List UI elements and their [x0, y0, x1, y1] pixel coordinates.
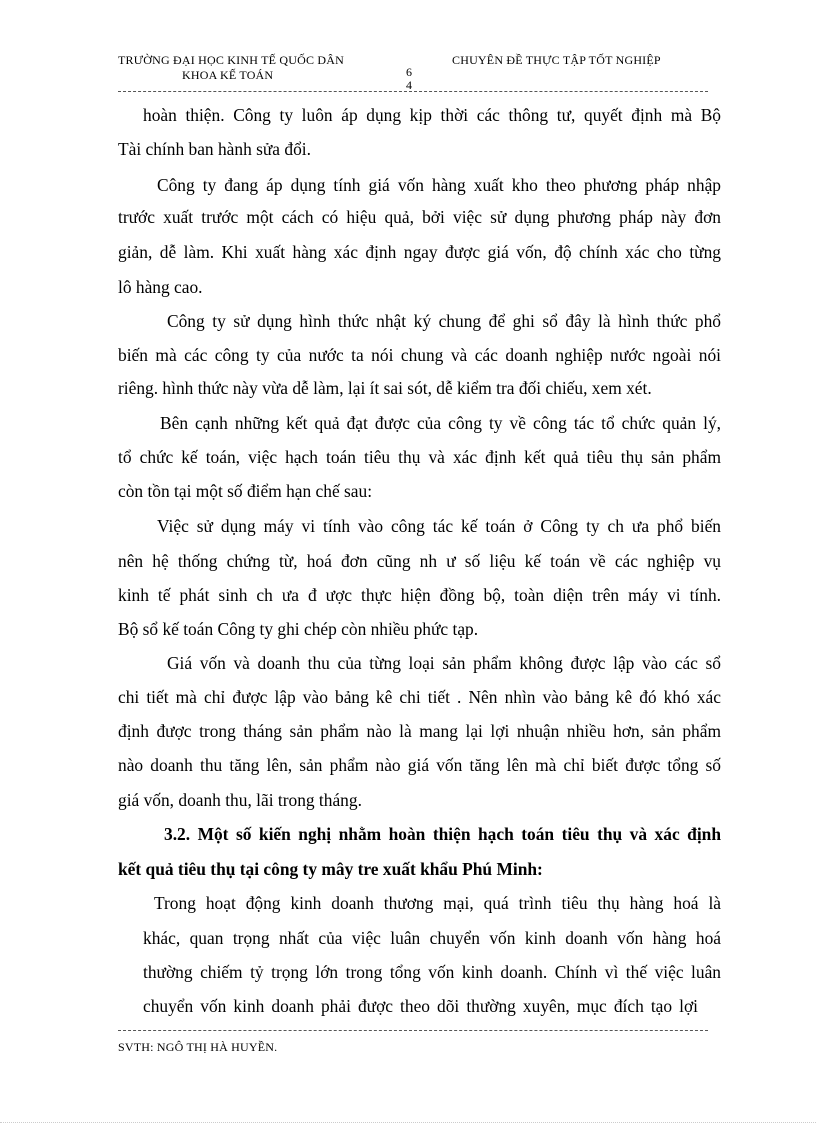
text-line: nào doanh thu tăng lên, sản phẩm nào giá vốn tăng lên mà chỉ biết được tổng số: [118, 755, 721, 775]
header-page-number: 6 4: [406, 65, 413, 92]
text-line: còn tồn tại một số điểm hạn chế sau:: [118, 481, 373, 501]
section-heading-line: 3.2. Một số kiến nghị nhằm hoàn thiện hạch toán tiêu thụ và xác định: [164, 824, 721, 844]
text-line: biến mà các công ty của nước ta nói chung và các doanh nghiệp nước ngoài nói: [118, 345, 721, 365]
text-line: giản, dễ làm. Khi xuất hàng xác định ngay được giá vốn, độ chính xác cho từng: [118, 242, 721, 262]
text-line: khác, quan trọng nhất của việc luân chuyển vốn kinh doanh vốn hàng hoá: [143, 928, 721, 948]
text-line: tổ chức kế toán, việc hạch toán tiêu thụ và xác định kết quả tiêu thụ sản phẩm: [118, 447, 721, 467]
text-line: chuyển vốn kinh doanh phải được theo dõi thường xuyên, mục đích tạo lợi: [143, 996, 698, 1016]
text-line: Việc sử dụng máy vi tính vào công tác kế toán ở Công ty ch ưa phổ biến: [157, 516, 721, 536]
text-line: Bộ sổ kế toán Công ty ghi chép còn nhiều phức tạp.: [118, 619, 479, 639]
footer-student: SVTH: NGÔ THỊ HÀ HUYỀN.: [118, 1040, 278, 1054]
text-line: trước xuất trước một cách có hiệu quả, bởi việc sử dụng phương pháp này đơn: [118, 207, 721, 227]
text-line: Công ty sử dụng hình thức nhật ký chung để ghi sổ đây là hình thức phổ: [167, 311, 721, 331]
text-line: định được trong tháng sản phẩm nào là mang lại lợi nhuận nhiều hơn, sản phẩm: [118, 721, 721, 741]
text-line: riêng. hình thức này vừa dễ làm, lại ít sai sót, dễ kiểm tra đối chiếu, xem xét.: [118, 378, 652, 398]
text-line: thường chiếm tỷ trọng lớn trong tổng vốn kinh doanh. Chính vì thế việc luân: [143, 962, 721, 982]
text-line: Giá vốn và doanh thu của từng loại sản phẩm không được lập vào các sổ: [167, 653, 721, 673]
header-faculty: KHOA KẾ TOÁN: [182, 68, 274, 82]
text-line: giá vốn, doanh thu, lãi trong tháng.: [118, 790, 362, 810]
header-divider: [118, 91, 708, 92]
header-topic: CHUYÊN ĐỀ THỰC TẬP TỐT NGHIỆP: [452, 53, 661, 67]
section-heading-line: kết quả tiêu thụ tại công ty mây tre xuất khẩu Phú Minh:: [118, 859, 543, 879]
text-line: nên hệ thống chứng từ, hoá đơn cũng nh ư số liệu kế toán về các nghiệp vụ: [118, 551, 721, 571]
text-line: Bên cạnh những kết quả đạt được của công ty về công tác tổ chức quản lý,: [160, 413, 721, 433]
footer-divider: [118, 1030, 708, 1031]
text-line: kinh tế phát sinh ch ưa đ ược thực hiện đồng bộ, toàn diện trên máy vi tính.: [118, 585, 721, 605]
text-line: Công ty đang áp dụng tính giá vốn hàng xuất kho theo phương pháp nhập: [157, 175, 721, 195]
text-line: Tài chính ban hành sửa đổi.: [118, 139, 311, 159]
text-line: hoàn thiện. Công ty luôn áp dụng kịp thời các thông tư, quyết định mà Bộ: [143, 105, 721, 125]
text-line: Trong hoạt động kinh doanh thương mại, quá trình tiêu thụ hàng hoá là: [154, 893, 721, 913]
header-university: TRƯỜNG ĐẠI HỌC KINH TẾ QUỐC DÂN: [118, 53, 344, 67]
text-line: lô hàng cao.: [118, 277, 203, 297]
text-line: chi tiết mà chỉ được lập vào bảng kê chi tiết . Nên nhìn vào bảng kê đó khó xác: [118, 687, 721, 707]
